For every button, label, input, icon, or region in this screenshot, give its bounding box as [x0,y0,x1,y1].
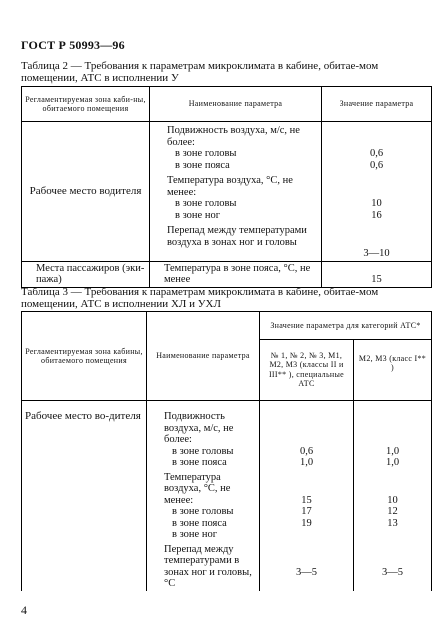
document-code: ГОСТ Р 50993—96 [21,38,125,52]
t3-b-air-speed-head: 1,0 [385,445,400,457]
table2 [21,86,432,288]
table2-row-passengers [22,261,432,287]
table3-header-value: Значение параметра для категорий АТС* [260,312,432,340]
table2-passengers-zone: Места пассажиров (эки-пажа) [22,261,150,287]
t3-param-temp-diff: Перепад между температурами в зонах ног и головы, °С [164,543,252,589]
table3-header-zone: Регламентируемая зона кабины, обитаемого помещения [22,312,147,401]
t3-param-air-speed-head: в зоне головы [172,445,234,457]
table3-row-driver [22,401,432,591]
param-air-temp-head: в зоне головы [175,198,237,209]
t3-b-air-temp-head: 10 [387,494,398,506]
page-number: 4 [21,603,27,617]
t3-a-air-temp-waist: 17 [301,506,312,517]
table2-header-row [22,87,432,122]
table3-driver-params [147,401,260,591]
table2-header-value: Значение параметра [322,87,432,122]
t3-param-air-temp-head: в зоне головы [172,506,234,517]
table2-header-param: Наименование параметра [150,87,322,122]
table3-caption: Таблица 3 — Требования к параметрам микроклимата в кабине, обитае-мом помещении, АТС в исполнении ХЛ и УХЛ [21,286,379,310]
t3-param-air-temp-feet: в зоне ног [172,529,217,540]
t3-b-air-temp-waist: 12 [387,506,398,517]
table3-header-cat-b: М2, М3 (класс I** ) [354,339,432,400]
param-air-speed: Подвижность воздуха, м/с, не более: [167,125,300,148]
table2-passengers-param: Температура в зоне пояса, °С, не менее [150,261,322,287]
param-air-speed-waist: в зоне пояса [175,159,230,171]
t3-param-air-speed: Подвижность воздуха, м/с, не более: [164,411,234,445]
t3-param-air-speed-waist: в зоне пояса [172,457,227,468]
table2-caption: Таблица 2 — Требования к параметрам микроклимата в кабине, обитае-мом помещении, АТС в исполнении У [21,60,379,84]
t3-param-air-temp-waist: в зоне пояса [172,517,227,529]
table2-driver-zone: Рабочее место водителя [22,122,150,262]
t3-a-temp-diff: 3—5 [296,566,317,578]
t3-a-air-speed-waist: 1,0 [299,457,314,468]
t3-b-temp-diff: 3—5 [382,566,403,578]
table3 [21,311,432,591]
table2-row-driver [22,122,432,262]
value-air-temp-feet: 16 [371,209,382,221]
t3-b-air-speed-waist: 1,0 [385,457,400,468]
t3-b-air-temp-feet: 13 [387,517,398,529]
value-air-speed-head: 0,6 [369,148,384,159]
param-air-temp: Температура воздуха, °С, не менее: [167,175,293,198]
table3-driver-zone: Рабочее место во-дителя [22,401,147,591]
table2-driver-params [150,122,322,262]
value-temp-diff: 3—10 [363,248,390,259]
table2-driver-values [322,122,432,262]
table2-header-zone: Регламентируемая зона каби-ны, обитаемого помещения [22,87,150,122]
param-air-speed-head: в зоне головы [175,148,237,159]
table3-header-cat-a: № 1, № 2, № 3, М1, М2, М3 (классы II и III** ), специальные АТС [260,339,354,400]
value-air-speed-waist: 0,6 [369,159,384,171]
param-temp-diff: Перепад между температурами воздуха в зонах ног и головы [167,225,307,248]
t3-a-air-speed-head: 0,6 [299,445,314,457]
table3-driver-values-b [354,401,432,591]
t3-a-air-temp-head: 15 [301,494,312,506]
table3-driver-values-a [260,401,354,591]
t3-a-air-temp-feet: 19 [301,517,312,529]
table2-passengers-value: 15 [322,261,432,287]
table3-header-row [22,312,432,340]
table3-header-param: Наименование параметра [147,312,260,401]
param-air-temp-feet: в зоне ног [175,209,220,221]
t3-param-air-temp: Температура воздуха, °С, не менее: [164,471,231,506]
value-air-temp-head: 10 [371,198,382,209]
